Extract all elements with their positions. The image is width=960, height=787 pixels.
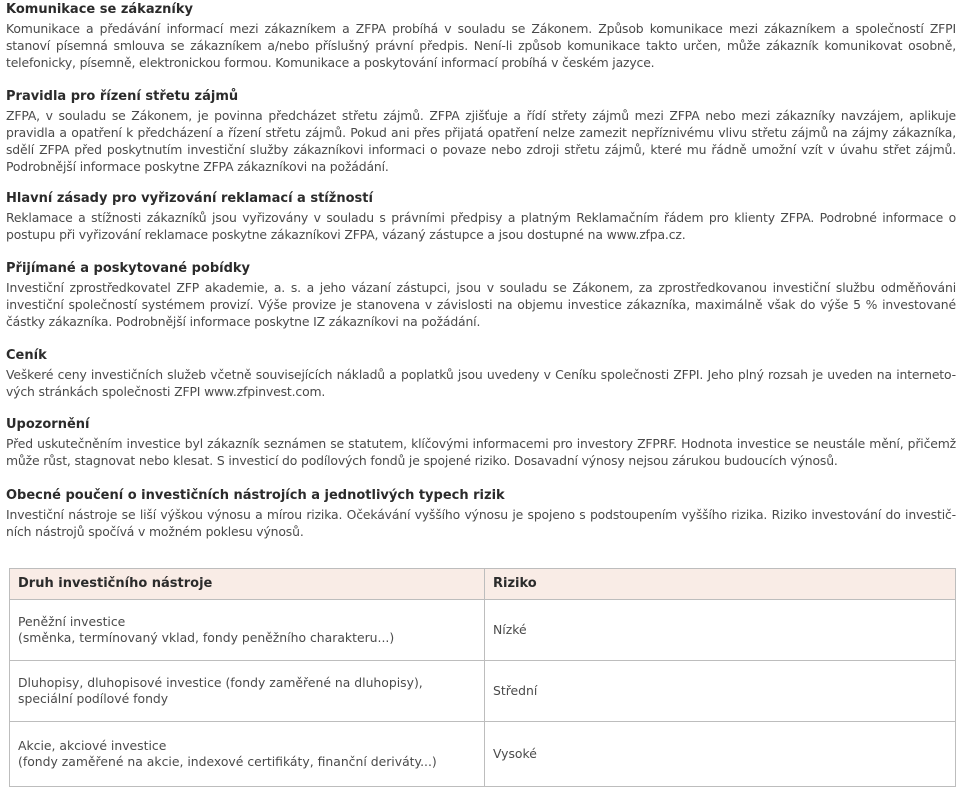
section-text: Před uskutečněním investice byl zákazník seznámen se statutem, klíčovými informacemi pro investory ZFPRF. Hodnota investice se neustále mění, přičemž může růst, stagnovat nebo klesat. S investicí do podílových fondů je spojené riziko. Dosavadní výnosy nejsou zárukou budoucích výnosů.: [6, 436, 956, 468]
section-text: Investiční nástroje se liší výškou výnosu a mírou rizika. Očekávání vyššího výnosu je spojeno s podstoupením vyššího rizika. Riziko investování do investič-ních nástrojů spočívá v možném poklesu výnosů.: [6, 507, 956, 539]
instrument-cell: [10, 661, 485, 722]
table-row: [10, 661, 956, 722]
instrument-name: Peněžní investice: [18, 614, 126, 629]
section-text: Reklamace a stížnosti zákazníků jsou vyřizovány v souladu s právními předpisy a platným Reklamačním řádem pro klienty ZFPA. Podrobné informace o postupu při vyřizování reklamace poskytne zákazníkovi ZFPA, vázaný zástupce a jsou dostupné na www.zfpa.cz.: [6, 210, 956, 242]
risk-table: [9, 568, 956, 787]
header-instrument-type: Druh investičního nástroje: [10, 569, 485, 600]
risk-cell: Vysoké: [485, 722, 956, 787]
section-risk-info: [6, 487, 956, 540]
section-heading: Hlavní zásady pro vyřizování reklamací a stížností: [6, 191, 373, 206]
section-text: Veškeré ceny investičních služeb včetně souvisejících nákladů a poplatků jsou uvedeny v Ceníku společnosti ZFPI. Jeho plný rozsah je uveden na interneto-vých stránkách společnosti ZFPI www.zfpinvest.com.: [6, 367, 956, 399]
header-risk: Riziko: [485, 569, 956, 600]
instrument-name: Akcie, akciové investice: [18, 738, 167, 753]
instrument-detail: (směnka, termínovaný vklad, fondy peněžního charakteru...): [18, 630, 395, 645]
section-heading: Ceník: [6, 348, 47, 363]
instrument-detail: speciální podílové fondy: [18, 691, 169, 706]
section-complaints: [6, 190, 956, 243]
risk-cell: Střední: [485, 661, 956, 722]
section-conflict-of-interest: [6, 88, 956, 175]
risk-cell: Nízké: [485, 600, 956, 661]
section-warning: [6, 416, 956, 469]
section-pricelist: [6, 347, 956, 400]
section-heading: Pravidla pro řízení střetu zájmů: [6, 89, 239, 104]
instrument-name: Dluhopisy, dluhopisové investice (fondy zaměřené na dluhopisy),: [18, 675, 423, 690]
section-text: ZFPA, v souladu se Zákonem, je povinna předcházet střetu zájmů. ZFPA zjišťuje a řídí střety zájmů mezi ZFPA nebo mezi zákazníky navzájem, aplikuje pravidla a opatření k předcházení a řízení střetu zájmů. Pokud ani přes přijatá opatření nelze zamezit nepříznivému vlivu střetu zájmů na zájmy zákazníka, sdělí ZFPA před poskytnutím investiční služby zákazníkovi informaci o povaze nebo zdroji střetu zájmů, které mu řádně umožní vzít v úvahu střet zájmů. Podrobnější informace poskytne ZFPA zákazníkovi na požádání.: [6, 108, 956, 174]
section-heading: Přijímané a poskytované pobídky: [6, 261, 251, 276]
instrument-cell: [10, 600, 485, 661]
section-heading: Upozornění: [6, 417, 90, 432]
section-heading: Komunikace se zákazníky: [6, 2, 193, 17]
section-communication: [6, 1, 956, 71]
section-text: Komunikace a předávání informací mezi zákazníkem a ZFPA probíhá v souladu se Zákonem. Způsob komunikace mezi zákazníkem a společností ZFPI stanoví písemná smlouva se zákazníkem a/nebo příslušný právní předpis. Není-li způsob komunikace takto určen, může zákazník komunikovat osobně, telefonicky, písemně, elektronickou formou. Komunikace a poskytování informací probíhá v českém jazyce.: [6, 21, 956, 70]
instrument-detail: (fondy zaměřené na akcie, indexové certifikáty, finanční deriváty...): [18, 754, 437, 769]
table-header-row: [10, 569, 956, 600]
section-incentives: [6, 260, 956, 330]
section-text: Investiční zprostředkovatel ZFP akademie, a. s. a jeho vázaní zástupci, jsou v souladu se Zákonem, za zprostředkovanou investiční službu odměňováni investiční společností systémem provizí. Výše provize je stanovena v závislosti na objemu investice zákazníka, maximálně však do výše 5 % investované částky zákazníka. Podrobnější informace poskytne IZ zákazníkovi na požádání.: [6, 280, 956, 329]
table-row: [10, 600, 956, 661]
section-heading: Obecné poučení o investičních nástrojích a jednotlivých typech rizik: [6, 488, 505, 503]
